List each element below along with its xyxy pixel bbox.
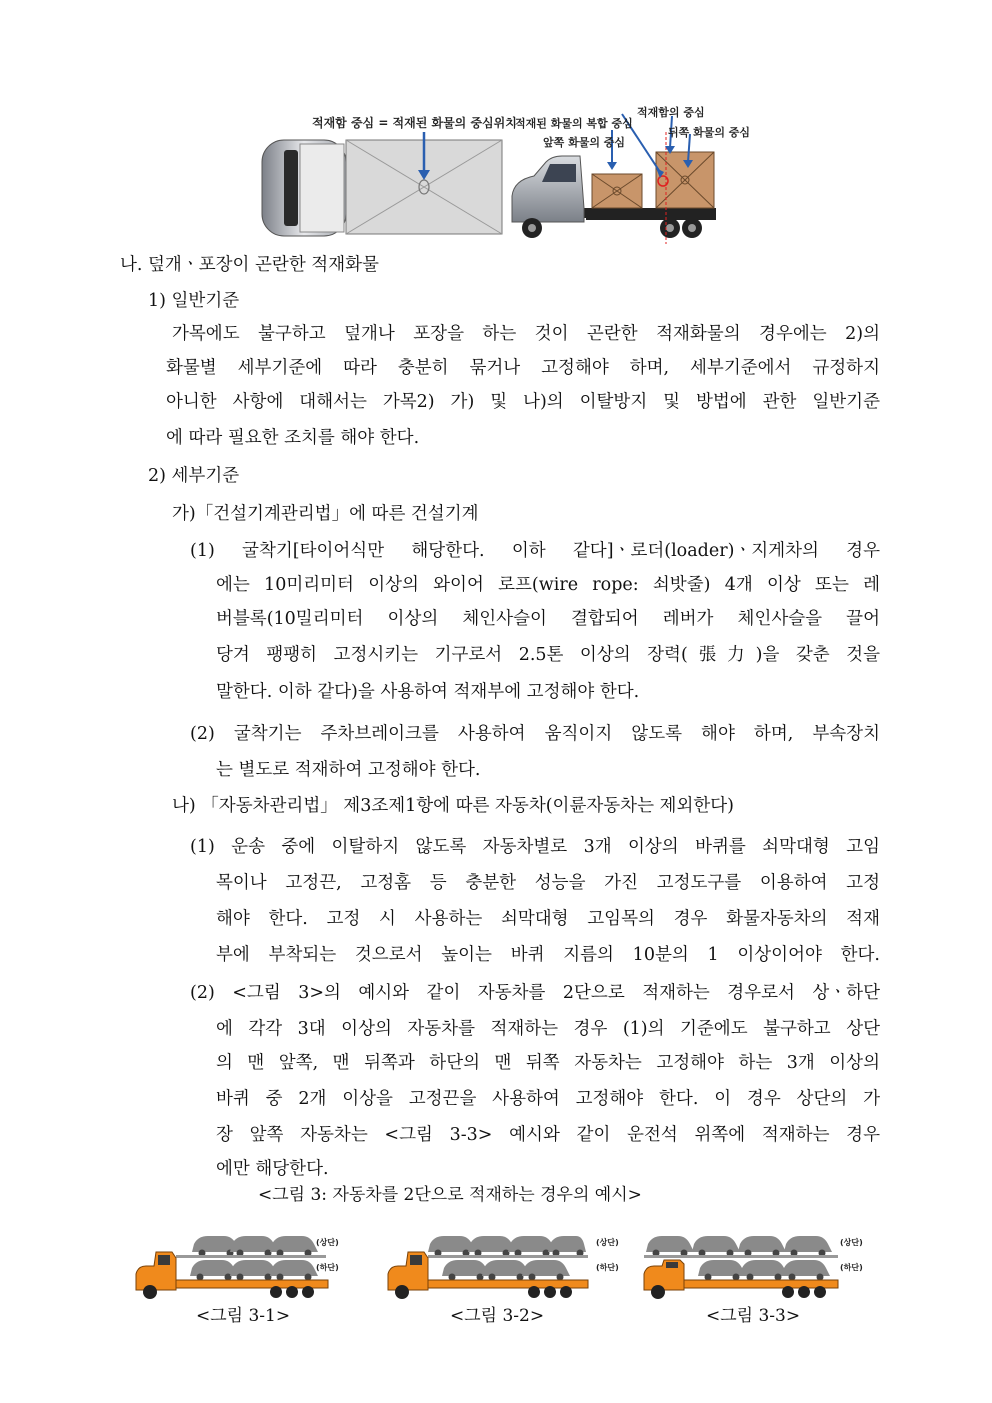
sub-heading-general-standard: 1) 일반기준 [148, 291, 240, 311]
car-carrier-illustration [384, 1222, 606, 1302]
paragraph-line: 말한다. 이하 같다)을 사용하여 적재부에 고정해야 한다. [216, 682, 640, 702]
lower-deck-label: (하단) [596, 1263, 619, 1272]
label-combined-cargo-center: 적재된 화물의 복합 중심 [515, 117, 633, 130]
paragraph-line: (2) <그림 3>의 예시와 같이 자동차를 2단으로 적재하는 경우로서 상ㆍ하단 [190, 983, 880, 1003]
lower-deck-label: (하단) [316, 1263, 339, 1272]
car-carrier-illustration [640, 1222, 864, 1302]
paragraph-line: 화물별 세부기준에 따라 충분히 묶거나 고정해야 하며, 세부기준에서 규정하지 [166, 358, 880, 378]
upper-deck-label: (상단) [316, 1238, 339, 1247]
figure-3-2-caption: <그림 3-2> [450, 1306, 545, 1326]
figure-3-3-caption: <그림 3-3> [706, 1306, 801, 1326]
label-bed-center-equals-cargo-center: 적재함 중심 = 적재된 화물의 중심위치 [312, 116, 517, 130]
figure-3-1-caption: <그림 3-1> [196, 1306, 291, 1326]
figure-3-3 [640, 1222, 864, 1302]
paragraph-line: (1) 운송 중에 이탈하지 않도록 자동차별로 3개 이상의 바퀴를 쇠막대형 고임 [190, 837, 880, 857]
paragraph-line: 해야 한다. 고정 시 사용하는 쇠막대형 고임목의 경우 화물자동차의 적재 [216, 909, 880, 929]
label-rear-cargo-center: 뒤쪽 화물의 중심 [668, 126, 751, 139]
paragraph-line: 목이나 고정끈, 고정홈 등 충분한 성능을 가진 고정도구를 이용하여 고정 [216, 873, 880, 893]
figure-3-2 [384, 1222, 606, 1302]
paragraph-line: 의 맨 앞쪽, 맨 뒤쪽과 하단의 맨 뒤쪽 자동차는 고정해야 하는 3개 이상의 [216, 1053, 880, 1073]
paragraph-line: 에 각각 3대 이상의 자동차를 적재하는 경우 (1)의 기준에도 불구하고 상단 [216, 1019, 880, 1039]
paragraph-line: 에만 해당한다. [216, 1159, 329, 1179]
paragraph-line: 부에 부착되는 것으로서 높이는 바퀴 지름의 10분의 1 이상이어야 한다. [216, 945, 880, 965]
item-heading-construction-machinery: 가)「건설기계관리법」에 따른 건설기계 [172, 504, 479, 524]
paragraph-line: 아니한 사항에 대해서는 가목2) 가) 및 나)의 이탈방지 및 방법에 관한 일반기준 [166, 392, 880, 412]
top-view-truck [262, 132, 502, 236]
paragraph-line: 에는 10미리미터 이상의 와이어 로프(wire rope: 쇠밧줄) 4개 이상 또는 레 [216, 575, 880, 595]
upper-deck-label: (상단) [596, 1238, 619, 1247]
lower-deck-label: (하단) [840, 1263, 863, 1272]
item-heading-motor-vehicles: 나) 「자동차관리법」 제3조제1항에 따른 자동차(이륜자동차는 제외한다) [172, 796, 734, 816]
figure-3-title: <그림 3: 자동차를 2단으로 적재하는 경우의 예시> [258, 1185, 642, 1205]
paragraph-line: 에 따라 필요한 조치를 해야 한다. [166, 428, 420, 448]
paragraph-line: 는 별도로 적재하여 고정해야 한다. [216, 760, 481, 780]
upper-deck-label: (상단) [840, 1238, 863, 1247]
paragraph-line: 바퀴 중 2개 이상을 고정끈을 사용하여 고정해야 한다. 이 경우 상단의 가 [216, 1089, 880, 1109]
paragraph-line: 당겨 팽팽히 고정시키는 기구로서 2.5톤 이상의 장력(張力)을 갖춘 것을 [216, 645, 880, 665]
paragraph-line: (1) 굴착기[타이어식만 해당한다. 이하 같다]ㆍ로더(loader)ㆍ지게차의 경우 [190, 541, 880, 561]
paragraph-line: 버블록(10밀리미터 이상의 체인사슬이 결합되어 레버가 체인사슬을 끌어 [216, 609, 880, 629]
label-bed-center: 적재함의 중심 [637, 106, 705, 119]
paragraph-line: 장 앞쪽 자동차는 <그림 3-3> 예시와 같이 운전석 위쪽에 적재하는 경우 [216, 1125, 880, 1145]
sub-heading-detailed-standard: 2) 세부기준 [148, 466, 240, 486]
label-front-cargo-center: 앞쪽 화물의 중심 [543, 136, 626, 149]
paragraph-line: 가목에도 불구하고 덮개나 포장을 하는 것이 곤란한 적재화물의 경우에는 2)의 [172, 324, 880, 344]
section-heading-na: 나. 덮개ㆍ포장이 곤란한 적재화물 [120, 255, 379, 275]
paragraph-line: (2) 굴착기는 주차브레이크를 사용하여 움직이지 않도록 해야 하며, 부속장치 [190, 724, 880, 744]
